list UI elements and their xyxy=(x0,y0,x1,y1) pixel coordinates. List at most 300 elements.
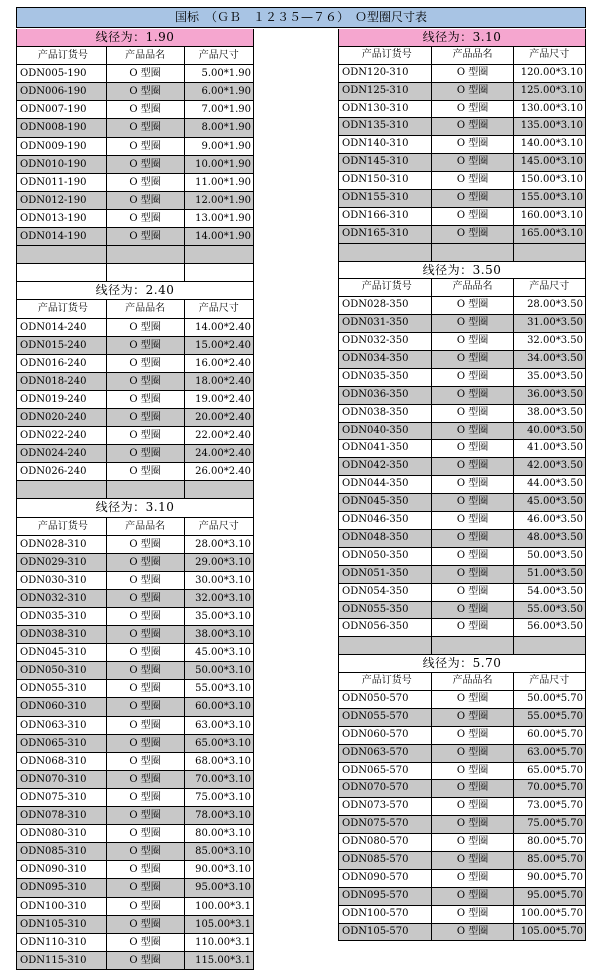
table-row xyxy=(16,608,254,626)
product-code: ODN028-310 xyxy=(17,536,107,553)
product-name: O 型圈 xyxy=(107,662,185,679)
product-code: ODN022-240 xyxy=(17,427,107,444)
product-code: ODN031-350 xyxy=(339,315,432,332)
product-code: ODN032-310 xyxy=(17,590,107,607)
product-name: O 型圈 xyxy=(107,463,185,480)
product-code: ODN026-240 xyxy=(17,463,107,480)
product-size: 65.00*3.10 xyxy=(195,737,251,749)
table-row xyxy=(16,355,254,373)
product-code: ODN055-570 xyxy=(339,709,432,726)
column-header-row xyxy=(338,279,586,297)
product-code: ODN155-310 xyxy=(339,190,432,207)
product-code: ODN080-310 xyxy=(17,825,107,842)
table-row xyxy=(16,228,254,246)
product-name: O 型圈 xyxy=(432,834,513,851)
table-row xyxy=(338,780,586,798)
table-row xyxy=(338,870,586,888)
table-row xyxy=(16,680,254,698)
product-name: O 型圈 xyxy=(432,816,513,833)
product-code: ODN054-350 xyxy=(339,584,432,601)
table-row xyxy=(338,691,586,709)
table-row xyxy=(16,590,254,608)
product-name: O 型圈 xyxy=(107,717,185,734)
table-row xyxy=(338,190,586,208)
column-header-size: 产品尺寸 xyxy=(198,520,239,532)
table-row xyxy=(338,494,586,512)
product-size: 45.00*3.10 xyxy=(195,647,251,659)
product-size: 165.00*3.10 xyxy=(520,227,583,239)
product-size: 78.00*3.10 xyxy=(195,810,251,822)
product-size: 14.00*1.90 xyxy=(195,231,251,243)
table-row xyxy=(338,315,586,333)
table-row xyxy=(338,566,586,584)
product-size: 140.00*3.10 xyxy=(520,138,583,150)
table-row xyxy=(338,798,586,816)
product-size: 80.00*3.10 xyxy=(195,828,251,840)
product-name: O 型圈 xyxy=(107,445,185,462)
product-code: ODN105-570 xyxy=(339,924,432,941)
product-name: O 型圈 xyxy=(432,226,513,243)
product-code: ODN065-310 xyxy=(17,735,107,752)
product-name: O 型圈 xyxy=(107,789,185,806)
product-size: 65.00*5.70 xyxy=(527,764,583,776)
product-code: ODN060-570 xyxy=(339,727,432,744)
product-code: ODN051-350 xyxy=(339,566,432,583)
product-size: 18.00*2.40 xyxy=(195,375,251,387)
product-size: 50.00*5.70 xyxy=(527,692,583,704)
product-size: 10.00*1.90 xyxy=(195,158,251,170)
table-row xyxy=(338,816,586,834)
right-column xyxy=(338,29,586,941)
product-name: O 型圈 xyxy=(107,753,185,770)
product-code: ODN070-570 xyxy=(339,780,432,797)
product-name: O 型圈 xyxy=(432,924,513,941)
product-code: ODN018-240 xyxy=(17,373,107,390)
product-code: ODN011-190 xyxy=(17,174,107,191)
column-header-name: 产品品名 xyxy=(432,673,513,690)
column-header-size: 产品尺寸 xyxy=(529,48,570,60)
table-row xyxy=(16,952,254,970)
section-heading: 线径为：3.50 xyxy=(338,262,586,280)
product-code: ODN075-310 xyxy=(17,789,107,806)
product-size: 105.00*5.70 xyxy=(520,925,583,937)
column-header-size: 产品尺寸 xyxy=(529,281,570,293)
product-name: O 型圈 xyxy=(107,952,185,969)
product-code: ODN032-350 xyxy=(339,333,432,350)
product-name: O 型圈 xyxy=(107,554,185,571)
product-size: 60.00*5.70 xyxy=(527,728,583,740)
product-code: ODN042-350 xyxy=(339,458,432,475)
table-row xyxy=(16,861,254,879)
product-code: ODN105-310 xyxy=(17,916,107,933)
table-row xyxy=(16,916,254,934)
product-name: O 型圈 xyxy=(432,763,513,780)
product-code: ODN056-350 xyxy=(339,619,432,636)
product-name: O 型圈 xyxy=(107,680,185,697)
table-row xyxy=(338,476,586,494)
product-name: O 型圈 xyxy=(107,698,185,715)
table-row xyxy=(338,226,586,244)
table-row xyxy=(16,83,254,101)
product-name: O 型圈 xyxy=(432,888,513,905)
product-code: ODN070-310 xyxy=(17,771,107,788)
product-code: ODN115-310 xyxy=(17,952,107,969)
table-row xyxy=(16,626,254,644)
table-row xyxy=(16,156,254,174)
column-header-size: 产品尺寸 xyxy=(198,50,239,62)
table-row xyxy=(338,852,586,870)
product-size: 28.00*3.50 xyxy=(527,299,583,311)
table-row xyxy=(338,906,586,924)
product-name: O 型圈 xyxy=(432,512,513,529)
product-code: ODN015-240 xyxy=(17,337,107,354)
product-name: O 型圈 xyxy=(107,119,185,136)
product-code: ODN110-310 xyxy=(17,934,107,951)
product-name: O 型圈 xyxy=(107,391,185,408)
product-code: ODN073-570 xyxy=(339,798,432,815)
product-name: O 型圈 xyxy=(432,548,513,565)
table-row xyxy=(338,602,586,620)
product-size: 32.00*3.50 xyxy=(527,335,583,347)
product-name: O 型圈 xyxy=(107,192,185,209)
table-row xyxy=(16,391,254,409)
table-row xyxy=(16,934,254,952)
product-size: 20.00*2.40 xyxy=(195,411,251,423)
table-row xyxy=(16,427,254,445)
product-code: ODN065-570 xyxy=(339,763,432,780)
table-row xyxy=(338,387,586,405)
table-row xyxy=(338,888,586,906)
column-header-name: 产品品名 xyxy=(432,279,513,296)
product-name: O 型圈 xyxy=(107,644,185,661)
product-code: ODN036-350 xyxy=(339,387,432,404)
table-row xyxy=(16,662,254,680)
column-header-row xyxy=(16,47,254,65)
product-name: O 型圈 xyxy=(107,916,185,933)
column-header-code: 产品订货号 xyxy=(339,673,432,690)
blank-row xyxy=(338,637,586,655)
table-row xyxy=(16,210,254,228)
column-header-code: 产品订货号 xyxy=(339,47,432,64)
column-header-name: 产品品名 xyxy=(432,47,513,64)
column-header-name: 产品品名 xyxy=(107,47,185,64)
product-code: ODN035-350 xyxy=(339,369,432,386)
product-code: ODN140-310 xyxy=(339,136,432,153)
product-name: O 型圈 xyxy=(432,315,513,332)
product-size: 73.00*5.70 xyxy=(527,800,583,812)
product-size: 6.00*1.90 xyxy=(201,86,251,98)
table-row xyxy=(338,763,586,781)
product-size: 15.00*2.40 xyxy=(195,339,251,351)
product-name: O 型圈 xyxy=(432,602,513,619)
product-name: O 型圈 xyxy=(432,83,513,100)
table-row xyxy=(16,753,254,771)
product-size: 85.00*3.10 xyxy=(195,846,251,858)
product-name: O 型圈 xyxy=(107,536,185,553)
blank-row xyxy=(16,246,254,264)
product-name: O 型圈 xyxy=(107,572,185,589)
table-row xyxy=(338,458,586,476)
table-row xyxy=(16,536,254,554)
product-code: ODN125-310 xyxy=(339,83,432,100)
product-size: 26.00*2.40 xyxy=(195,466,251,478)
product-size: 12.00*1.90 xyxy=(195,194,251,206)
product-name: O 型圈 xyxy=(432,351,513,368)
product-name: O 型圈 xyxy=(432,136,513,153)
product-name: O 型圈 xyxy=(432,369,513,386)
product-name: O 型圈 xyxy=(432,906,513,923)
product-code: ODN019-240 xyxy=(17,391,107,408)
table-row xyxy=(338,834,586,852)
product-name: O 型圈 xyxy=(107,735,185,752)
product-size: 54.00*3.50 xyxy=(527,585,583,597)
product-name: O 型圈 xyxy=(107,608,185,625)
product-size: 34.00*3.50 xyxy=(527,353,583,365)
product-code: ODN029-310 xyxy=(17,554,107,571)
product-code: ODN095-310 xyxy=(17,879,107,896)
product-code: ODN130-310 xyxy=(339,101,432,118)
table-row xyxy=(16,789,254,807)
product-name: O 型圈 xyxy=(107,138,185,155)
product-size: 125.00*3.10 xyxy=(520,84,583,96)
column-header-size: 产品尺寸 xyxy=(529,675,570,687)
product-size: 120.00*3.10 xyxy=(520,66,583,78)
product-size: 55.00*3.50 xyxy=(527,603,583,615)
table-row xyxy=(338,727,586,745)
table-row xyxy=(16,463,254,481)
product-name: O 型圈 xyxy=(107,65,185,82)
table-row xyxy=(16,717,254,735)
product-name: O 型圈 xyxy=(107,879,185,896)
table-row xyxy=(16,409,254,427)
product-code: ODN041-350 xyxy=(339,440,432,457)
column-header-row xyxy=(338,47,586,65)
product-code: ODN014-240 xyxy=(17,319,107,336)
product-name: O 型圈 xyxy=(432,423,513,440)
table-row xyxy=(338,101,586,119)
product-name: O 型圈 xyxy=(432,101,513,118)
product-code: ODN068-310 xyxy=(17,753,107,770)
product-code: ODN045-310 xyxy=(17,644,107,661)
table-row xyxy=(16,879,254,897)
table-row xyxy=(338,619,586,637)
table-row xyxy=(338,351,586,369)
product-size: 70.00*3.10 xyxy=(195,773,251,785)
section-heading: 线径为：2.40 xyxy=(16,282,254,300)
product-name: O 型圈 xyxy=(107,337,185,354)
table-row xyxy=(338,65,586,83)
table-row xyxy=(16,771,254,789)
product-name: O 型圈 xyxy=(432,118,513,135)
product-size: 36.00*3.50 xyxy=(527,388,583,400)
product-name: O 型圈 xyxy=(432,476,513,493)
product-size: 40.00*3.50 xyxy=(527,424,583,436)
product-name: O 型圈 xyxy=(432,798,513,815)
product-size: 32.00*3.10 xyxy=(195,592,251,604)
product-code: ODN048-350 xyxy=(339,530,432,547)
product-size: 75.00*5.70 xyxy=(527,818,583,830)
product-name: O 型圈 xyxy=(107,861,185,878)
product-code: ODN009-190 xyxy=(17,138,107,155)
product-name: O 型圈 xyxy=(432,870,513,887)
product-size: 115.00*3.1 xyxy=(195,954,251,966)
product-code: ODN095-570 xyxy=(339,888,432,905)
product-size: 145.00*3.10 xyxy=(520,156,583,168)
table-row xyxy=(338,172,586,190)
column-header-name: 产品品名 xyxy=(107,518,185,535)
product-code: ODN040-350 xyxy=(339,423,432,440)
table-row xyxy=(338,136,586,154)
table-row xyxy=(338,423,586,441)
blank-row xyxy=(16,481,254,499)
column-header-code: 产品订货号 xyxy=(339,279,432,296)
table-row xyxy=(338,530,586,548)
product-name: O 型圈 xyxy=(432,154,513,171)
page-title: 国标 （ＧＢ １２３５—７６） Ｏ型圈尺寸表 xyxy=(16,7,586,28)
product-code: ODN050-570 xyxy=(339,691,432,708)
product-size: 80.00*5.70 xyxy=(527,836,583,848)
product-size: 95.00*3.10 xyxy=(195,882,251,894)
product-name: O 型圈 xyxy=(107,174,185,191)
table-row xyxy=(16,192,254,210)
table-row xyxy=(16,698,254,716)
product-name: O 型圈 xyxy=(432,494,513,511)
product-name: O 型圈 xyxy=(432,190,513,207)
section-heading: 线径为：3.10 xyxy=(16,499,254,517)
product-size: 35.00*3.10 xyxy=(195,611,251,622)
product-size: 5.00*1.90 xyxy=(201,68,251,80)
table-row xyxy=(338,512,586,530)
product-name: O 型圈 xyxy=(107,156,185,173)
product-size: 7.00*1.90 xyxy=(201,104,251,116)
product-code: ODN085-570 xyxy=(339,852,432,869)
product-code: ODN100-570 xyxy=(339,906,432,923)
table-row xyxy=(338,369,586,387)
product-size: 130.00*3.10 xyxy=(520,102,583,114)
product-code: ODN035-310 xyxy=(17,608,107,625)
product-name: O 型圈 xyxy=(432,745,513,762)
table-row xyxy=(338,440,586,458)
product-code: ODN007-190 xyxy=(17,101,107,118)
table-row xyxy=(16,843,254,861)
product-code: ODN030-310 xyxy=(17,572,107,589)
column-header-row xyxy=(16,300,254,318)
product-size: 48.00*3.50 xyxy=(527,531,583,543)
product-name: O 型圈 xyxy=(107,83,185,100)
product-size: 63.00*5.70 xyxy=(527,746,583,758)
product-code: ODN063-570 xyxy=(339,745,432,762)
product-name: O 型圈 xyxy=(107,427,185,444)
product-name: O 型圈 xyxy=(432,333,513,350)
product-name: O 型圈 xyxy=(432,208,513,225)
product-size: 11.00*1.90 xyxy=(195,176,251,188)
product-size: 155.00*3.10 xyxy=(520,192,583,204)
product-code: ODN038-350 xyxy=(339,405,432,422)
product-size: 50.00*3.10 xyxy=(195,665,251,677)
column-header-row xyxy=(338,673,586,691)
product-code: ODN013-190 xyxy=(17,210,107,227)
product-size: 35.00*3.50 xyxy=(527,370,583,382)
product-size: 38.00*3.50 xyxy=(527,406,583,418)
product-code: ODN008-190 xyxy=(17,119,107,136)
product-size: 135.00*3.10 xyxy=(520,120,583,132)
product-name: O 型圈 xyxy=(107,210,185,227)
column-header-size: 产品尺寸 xyxy=(198,303,239,315)
product-size: 9.00*1.90 xyxy=(201,140,251,152)
table-row xyxy=(16,825,254,843)
section-heading: 线径为：1.90 xyxy=(16,29,254,47)
product-code: ODN034-350 xyxy=(339,351,432,368)
product-code: ODN024-240 xyxy=(17,445,107,462)
product-code: ODN044-350 xyxy=(339,476,432,493)
product-size: 55.00*5.70 xyxy=(527,710,583,722)
product-size: 13.00*1.90 xyxy=(195,212,251,224)
column-header-code: 产品订货号 xyxy=(17,518,107,535)
product-code: ODN016-240 xyxy=(17,355,107,372)
product-code: ODN135-310 xyxy=(339,118,432,135)
product-size: 30.00*3.10 xyxy=(195,574,251,586)
product-name: O 型圈 xyxy=(432,619,513,636)
table-row xyxy=(338,208,586,226)
product-code: ODN078-310 xyxy=(17,807,107,824)
table-row xyxy=(338,405,586,423)
product-size: 95.00*5.70 xyxy=(527,889,583,901)
product-size: 56.00*3.50 xyxy=(527,621,583,633)
product-size: 90.00*3.10 xyxy=(195,864,251,876)
product-size: 90.00*5.70 xyxy=(527,871,583,883)
table-row xyxy=(338,83,586,101)
table-row xyxy=(338,709,586,727)
product-size: 105.00*3.1 xyxy=(195,918,251,930)
table-row xyxy=(338,297,586,315)
blank-row xyxy=(16,264,254,282)
product-size: 100.00*3.1 xyxy=(195,900,251,912)
product-code: ODN020-240 xyxy=(17,409,107,426)
product-name: O 型圈 xyxy=(107,319,185,336)
product-name: O 型圈 xyxy=(432,387,513,404)
table-row xyxy=(16,554,254,572)
product-name: O 型圈 xyxy=(107,843,185,860)
product-size: 8.00*1.90 xyxy=(201,122,251,134)
column-header-code: 产品订货号 xyxy=(17,300,107,317)
product-code: ODN050-350 xyxy=(339,548,432,565)
product-name: O 型圈 xyxy=(432,727,513,744)
table-row xyxy=(16,735,254,753)
product-code: ODN085-310 xyxy=(17,843,107,860)
table-row xyxy=(16,445,254,463)
product-code: ODN166-310 xyxy=(339,208,432,225)
table-row xyxy=(338,745,586,763)
product-size: 63.00*3.10 xyxy=(195,719,251,731)
product-code: ODN165-310 xyxy=(339,226,432,243)
table-row xyxy=(16,101,254,119)
product-name: O 型圈 xyxy=(107,355,185,372)
table-row xyxy=(16,807,254,825)
product-name: O 型圈 xyxy=(432,65,513,82)
product-size: 22.00*2.40 xyxy=(195,430,251,442)
product-name: O 型圈 xyxy=(432,530,513,547)
product-size: 46.00*3.50 xyxy=(527,514,583,526)
product-name: O 型圈 xyxy=(107,373,185,390)
product-size: 19.00*2.40 xyxy=(195,393,251,405)
product-name: O 型圈 xyxy=(107,825,185,842)
product-name: O 型圈 xyxy=(107,771,185,788)
product-name: O 型圈 xyxy=(107,898,185,915)
product-name: O 型圈 xyxy=(107,101,185,118)
product-name: O 型圈 xyxy=(432,780,513,797)
left-column xyxy=(16,29,254,970)
product-size: 85.00*5.70 xyxy=(527,853,583,865)
